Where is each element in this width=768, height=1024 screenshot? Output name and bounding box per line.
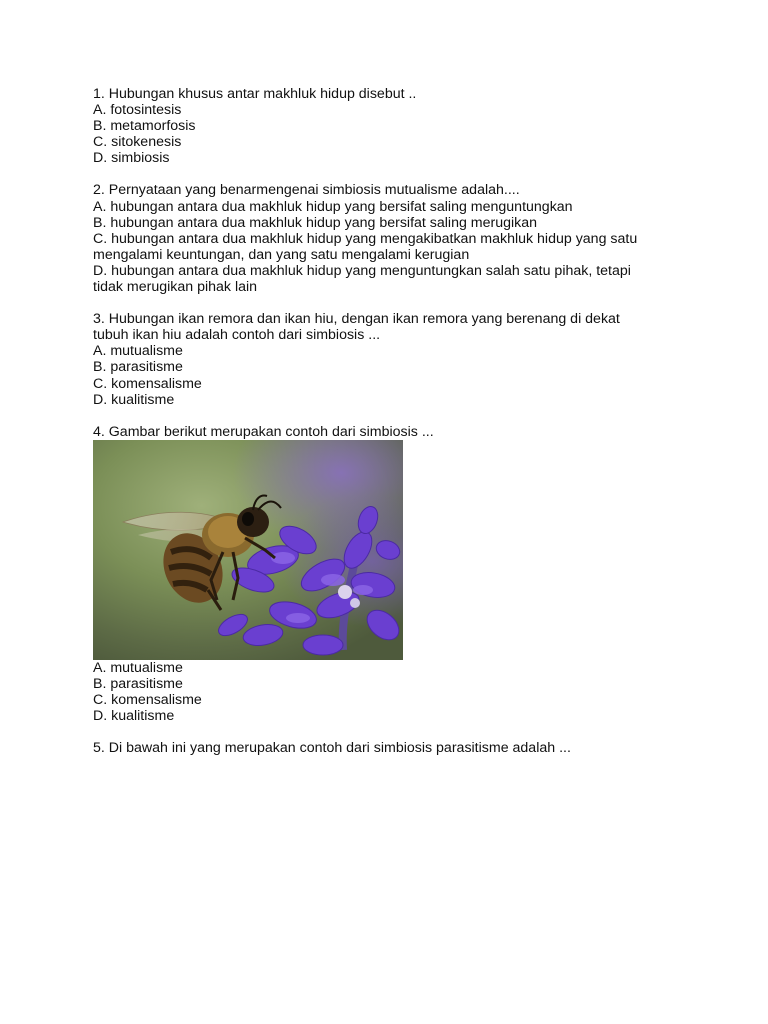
question-3-option-b: B. parasitisme (93, 359, 183, 376)
question-3-text-line-2: tubuh ikan hiu adalah contoh dari simbiosis ... (93, 327, 381, 344)
question-1 (93, 86, 693, 166)
question-4-text: 4. Gambar berikut merupakan contoh dari simbiosis ... (93, 423, 434, 440)
question-2-text: 2. Pernyataan yang benarmengenai simbiosis mutualisme adalah.... (93, 182, 520, 199)
question-3-option-d: D. kualitisme (93, 391, 175, 408)
question-3-option-c: C. komensalisme (93, 375, 202, 392)
question-2-option-d: D. hubungan antara dua makhluk hidup yang menguntungkan salah satu pihak, tetapi (93, 262, 631, 279)
question-5 (93, 740, 693, 756)
question-2-option-b: B. hubungan antara dua makhluk hidup yang bersifat saling merugikan (93, 214, 538, 231)
question-2-option-a: A. hubungan antara dua makhluk hidup yang bersifat saling menguntungkan (93, 198, 573, 215)
question-5-text: 5. Di bawah ini yang merupakan contoh dari simbiosis parasitisme adalah ... (93, 740, 571, 757)
question-4-option-a: A. mutualisme (93, 659, 183, 676)
question-2 (93, 182, 693, 295)
question-2-option-c-cont: mengalami keuntungan, dan yang satu mengalami kerugian (93, 246, 470, 263)
question-1-option-c: C. sitokenesis (93, 134, 182, 151)
question-1-option-b: B. metamorfosis (93, 118, 196, 135)
bee-on-flower-photo (93, 440, 403, 660)
question-3-text-line-1: 3. Hubungan ikan remora dan ikan hiu, dengan ikan remora yang berenang di dekat (93, 311, 620, 328)
question-4-option-d: D. kualitisme (93, 708, 175, 725)
question-2-option-c: C. hubungan antara dua makhluk hidup yang mengakibatkan makhluk hidup yang satu (93, 230, 638, 247)
question-1-option-d: D. simbiosis (93, 150, 170, 167)
question-4-option-b: B. parasitisme (93, 675, 183, 692)
question-4-option-c: C. komensalisme (93, 691, 202, 708)
question-2-option-d-cont: tidak merugikan pihak lain (93, 279, 258, 296)
question-1-option-a: A. fotosintesis (93, 102, 182, 119)
question-3 (93, 311, 693, 408)
question-1-text: 1. Hubungan khusus antar makhluk hidup disebut .. (93, 86, 417, 102)
question-3-option-a: A. mutualisme (93, 343, 183, 360)
question-4 (93, 424, 693, 724)
document-page (93, 86, 693, 772)
